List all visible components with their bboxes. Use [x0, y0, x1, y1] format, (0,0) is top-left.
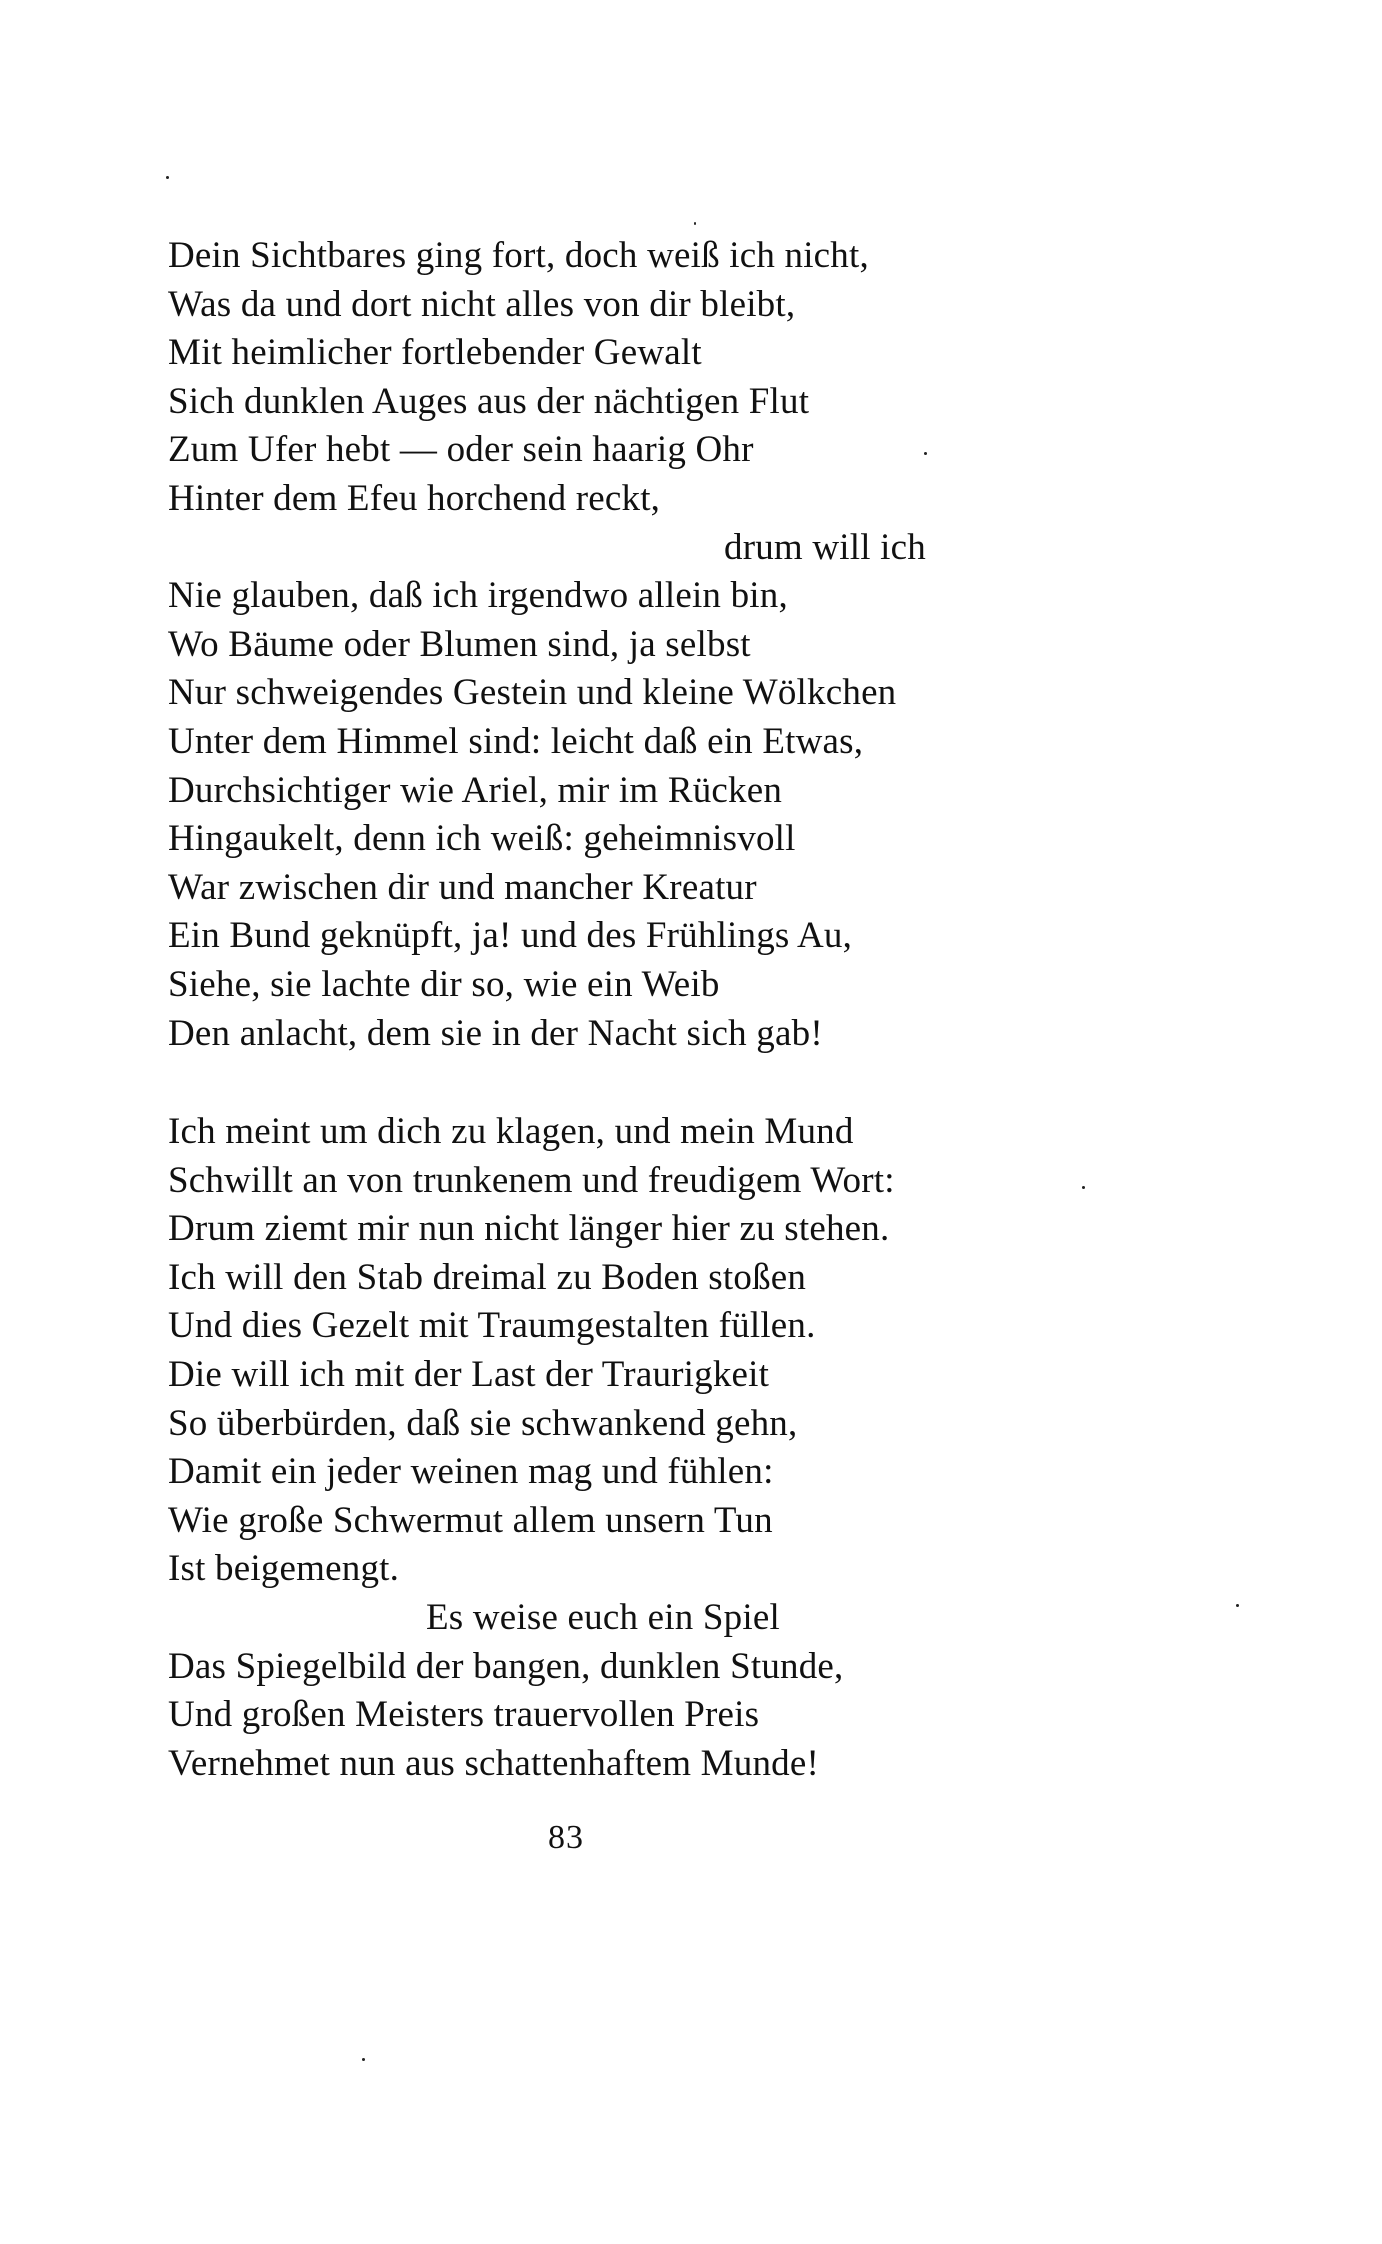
poem-line: Zum Ufer hebt — oder sein haarig Ohr	[168, 429, 754, 471]
poem-line: Und dies Gezelt mit Traumgestalten füllen.	[168, 1305, 816, 1347]
poem-line: Ein Bund geknüpft, ja! und des Frühlings Au,	[168, 915, 853, 957]
poem-stanza-2	[168, 1108, 1218, 1788]
poem-line: drum will ich	[724, 526, 926, 568]
poem-line: Den anlacht, dem sie in der Nacht sich gab!	[168, 1012, 823, 1054]
scan-speck	[694, 222, 696, 225]
poem-line: Unter dem Himmel sind: leicht daß ein Etwas,	[168, 720, 864, 762]
scan-speck	[1236, 1604, 1239, 1607]
poem-line: Das Spiegelbild der bangen, dunklen Stunde,	[168, 1645, 844, 1687]
poem-line: Drum ziemt mir nun nicht länger hier zu stehen.	[168, 1208, 890, 1250]
scan-speck	[362, 2058, 365, 2061]
poem-line: Ich meint um dich zu klagen, und mein Mund	[168, 1111, 854, 1152]
poem-stanza-1	[168, 232, 1218, 1058]
page-number: 83	[548, 1819, 584, 1856]
poem-line: Siehe, sie lachte dir so, wie ein Weib	[168, 963, 720, 1005]
poem-line: Es weise euch ein Spiel	[426, 1596, 780, 1638]
poem-line: Mit heimlicher fortlebender Gewalt	[168, 332, 702, 374]
poem-line: Was da und dort nicht alles von dir bleibt,	[168, 283, 796, 325]
poem-line: Hinter dem Efeu horchend reckt,	[168, 477, 661, 519]
poem-line: Schwillt an von trunkenem und freudigem Wort:	[168, 1159, 895, 1201]
poem-line: Durchsichtiger wie Ariel, mir im Rücken	[168, 769, 783, 811]
poem-line: Sich dunklen Auges aus der nächtigen Flut	[168, 380, 810, 422]
poem-line: Und großen Meisters trauervollen Preis	[168, 1694, 760, 1736]
poem-line: Die will ich mit der Last der Traurigkeit	[168, 1353, 770, 1395]
poem-line: Wo Bäume oder Blumen sind, ja selbst	[168, 623, 751, 665]
poem-line: War zwischen dir und mancher Kreatur	[168, 866, 757, 908]
poem-line: Dein Sichtbares ging fort, doch weiß ich nicht,	[168, 235, 869, 276]
scan-speck	[166, 176, 169, 179]
poem-line: Wie große Schwermut allem unsern Tun	[168, 1499, 773, 1541]
poem-line: Nur schweigendes Gestein und kleine Wölkchen	[168, 672, 897, 714]
poem-line: Vernehmet nun aus schattenhaftem Munde!	[168, 1742, 819, 1784]
poem-line: Ich will den Stab dreimal zu Boden stoßen	[168, 1256, 807, 1298]
poem-line: Ist beigemengt.	[168, 1548, 400, 1590]
poem-line: Nie glauben, daß ich irgendwo allein bin,	[168, 575, 788, 617]
poem-line: So überbürden, daß sie schwankend gehn,	[168, 1402, 798, 1444]
poem-line: Hingaukelt, denn ich weiß: geheimnisvoll	[168, 818, 796, 860]
poem-line: Damit ein jeder weinen mag und fühlen:	[168, 1451, 774, 1493]
